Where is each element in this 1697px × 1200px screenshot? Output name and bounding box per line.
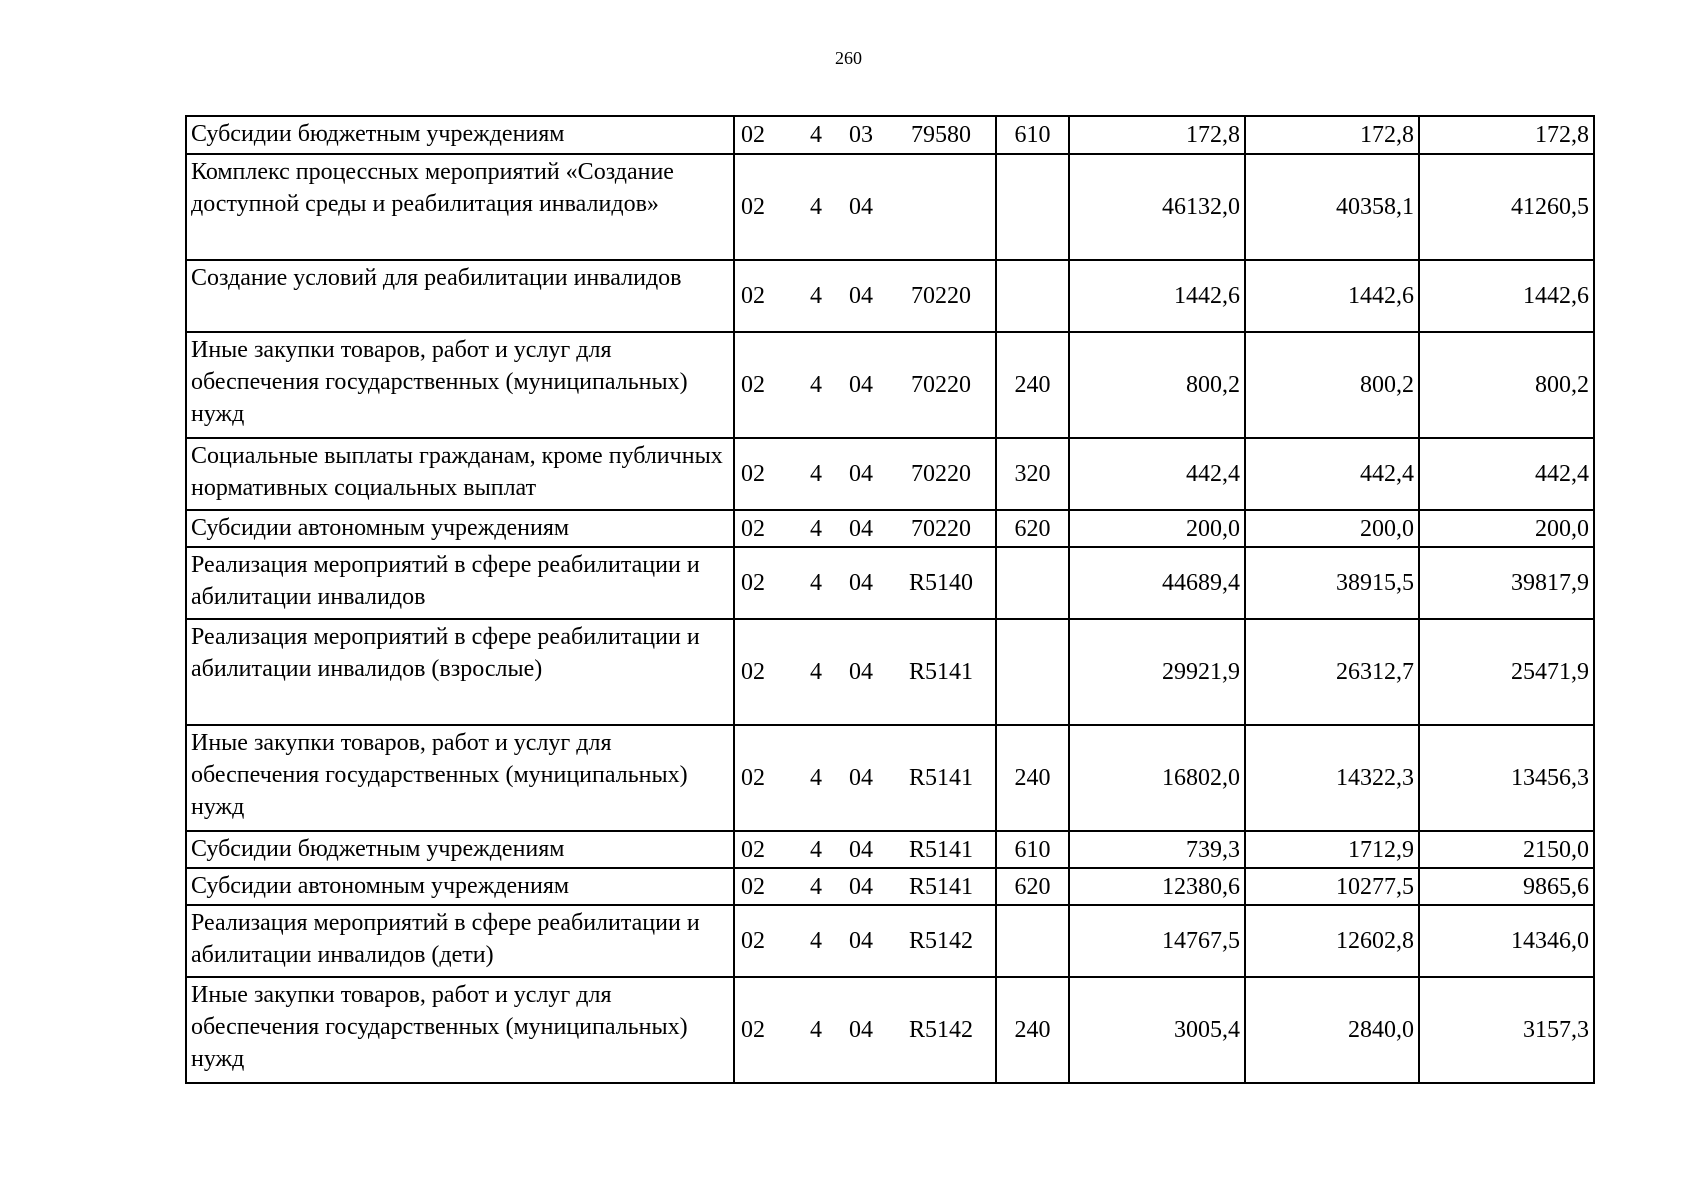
code-type: 4 xyxy=(810,836,822,863)
row-value-1: 29921,9 xyxy=(1069,619,1245,725)
row-name: Реализация мероприятий в сфере реабилитации и абилитации инвалидов (взрослые) xyxy=(186,619,734,725)
code-direction: R5141 xyxy=(908,659,973,685)
code-direction: R5141 xyxy=(908,873,973,900)
row-value-3: 172,8 xyxy=(1419,116,1594,154)
row-value-3: 25471,9 xyxy=(1419,619,1594,725)
code-type: 4 xyxy=(810,461,822,487)
table-row xyxy=(186,260,1594,332)
row-value-2: 172,8 xyxy=(1245,116,1419,154)
row-expense-type xyxy=(996,905,1069,977)
code-type: 4 xyxy=(810,283,822,309)
row-value-1: 16802,0 xyxy=(1069,725,1245,831)
table-row xyxy=(186,510,1594,547)
row-name: Комплекс процессных мероприятий «Создание доступной среды и реабилитация инвалидов» xyxy=(186,154,734,260)
code-complex: 04 xyxy=(849,873,873,900)
row-name: Иные закупки товаров, работ и услуг для обеспечения государственных (муниципальных) нужд xyxy=(186,725,734,831)
row-value-3: 41260,5 xyxy=(1419,154,1594,260)
row-value-2: 26312,7 xyxy=(1245,619,1419,725)
row-codes xyxy=(734,332,996,438)
row-value-1: 739,3 xyxy=(1069,831,1245,868)
code-direction: 79580 xyxy=(911,122,971,148)
code-complex: 04 xyxy=(849,372,873,398)
code-type: 4 xyxy=(810,372,822,398)
code-direction: 70220 xyxy=(911,372,971,398)
code-program: 02 xyxy=(741,372,765,398)
row-expense-type: 620 xyxy=(996,868,1069,905)
table-row xyxy=(186,905,1594,977)
row-value-1: 3005,4 xyxy=(1069,977,1245,1083)
row-expense-type: 610 xyxy=(996,116,1069,154)
row-value-1: 172,8 xyxy=(1069,116,1245,154)
row-value-1: 200,0 xyxy=(1069,510,1245,547)
code-type: 4 xyxy=(810,1017,822,1043)
code-program: 02 xyxy=(741,659,765,685)
table-row xyxy=(186,977,1594,1083)
row-codes xyxy=(734,438,996,510)
row-expense-type: 240 xyxy=(996,332,1069,438)
code-program: 02 xyxy=(741,515,765,542)
table-row xyxy=(186,332,1594,438)
row-name: Создание условий для реабилитации инвалидов xyxy=(186,260,734,332)
row-value-1: 1442,6 xyxy=(1069,260,1245,332)
code-type: 4 xyxy=(810,873,822,900)
code-direction: 70220 xyxy=(911,515,971,542)
code-complex: 04 xyxy=(849,1017,873,1043)
row-name: Субсидии автономным учреждениям xyxy=(186,510,734,547)
code-type: 4 xyxy=(810,928,822,954)
row-codes xyxy=(734,154,996,260)
row-expense-type xyxy=(996,547,1069,619)
row-codes xyxy=(734,905,996,977)
code-type: 4 xyxy=(810,659,822,685)
row-expense-type xyxy=(996,619,1069,725)
row-value-3: 3157,3 xyxy=(1419,977,1594,1083)
row-value-1: 44689,4 xyxy=(1069,547,1245,619)
row-name: Реализация мероприятий в сфере реабилитации и абилитации инвалидов xyxy=(186,547,734,619)
code-complex: 04 xyxy=(849,659,873,685)
row-codes xyxy=(734,547,996,619)
page-number: 260 xyxy=(835,48,862,68)
row-value-1: 14767,5 xyxy=(1069,905,1245,977)
row-value-1: 46132,0 xyxy=(1069,154,1245,260)
table-row xyxy=(186,619,1594,725)
row-codes xyxy=(734,977,996,1083)
row-value-2: 10277,5 xyxy=(1245,868,1419,905)
table-row xyxy=(186,547,1594,619)
code-complex: 04 xyxy=(849,461,873,487)
code-direction: R5141 xyxy=(908,765,973,791)
row-expense-type xyxy=(996,154,1069,260)
row-name: Субсидии автономным учреждениям xyxy=(186,868,734,905)
code-type: 4 xyxy=(810,122,822,148)
row-expense-type: 320 xyxy=(996,438,1069,510)
code-complex: 03 xyxy=(849,122,873,148)
row-codes xyxy=(734,260,996,332)
row-value-3: 14346,0 xyxy=(1419,905,1594,977)
row-codes xyxy=(734,619,996,725)
code-program: 02 xyxy=(741,122,765,148)
row-name: Иные закупки товаров, работ и услуг для обеспечения государственных (муниципальных) нужд xyxy=(186,977,734,1083)
row-value-1: 12380,6 xyxy=(1069,868,1245,905)
code-complex: 04 xyxy=(849,283,873,309)
code-program: 02 xyxy=(741,1017,765,1043)
code-complex: 04 xyxy=(849,928,873,954)
row-codes xyxy=(734,868,996,905)
row-value-2: 1712,9 xyxy=(1245,831,1419,868)
table-row xyxy=(186,438,1594,510)
row-value-3: 1442,6 xyxy=(1419,260,1594,332)
table-row xyxy=(186,154,1594,260)
row-value-3: 800,2 xyxy=(1419,332,1594,438)
code-program: 02 xyxy=(741,873,765,900)
row-value-2: 200,0 xyxy=(1245,510,1419,547)
row-name: Реализация мероприятий в сфере реабилитации и абилитации инвалидов (дети) xyxy=(186,905,734,977)
row-codes xyxy=(734,116,996,154)
code-program: 02 xyxy=(741,461,765,487)
code-complex: 04 xyxy=(849,765,873,791)
table-row xyxy=(186,831,1594,868)
row-value-3: 13456,3 xyxy=(1419,725,1594,831)
table-row xyxy=(186,116,1594,154)
row-value-2: 442,4 xyxy=(1245,438,1419,510)
table-row xyxy=(186,725,1594,831)
row-value-3: 9865,6 xyxy=(1419,868,1594,905)
row-value-2: 1442,6 xyxy=(1245,260,1419,332)
code-complex: 04 xyxy=(849,515,873,542)
row-expense-type: 610 xyxy=(996,831,1069,868)
code-program: 02 xyxy=(741,928,765,954)
row-expense-type: 240 xyxy=(996,725,1069,831)
row-value-2: 2840,0 xyxy=(1245,977,1419,1083)
code-direction: R5142 xyxy=(908,1017,973,1043)
code-program: 02 xyxy=(741,765,765,791)
code-program: 02 xyxy=(741,570,765,596)
row-expense-type: 240 xyxy=(996,977,1069,1083)
row-value-2: 14322,3 xyxy=(1245,725,1419,831)
code-complex: 04 xyxy=(849,194,873,220)
row-name: Субсидии бюджетным учреждениям xyxy=(186,831,734,868)
code-type: 4 xyxy=(810,515,822,542)
row-name: Социальные выплаты гражданам, кроме публичных нормативных социальных выплат xyxy=(186,438,734,510)
row-value-1: 442,4 xyxy=(1069,438,1245,510)
code-type: 4 xyxy=(810,765,822,791)
row-codes xyxy=(734,725,996,831)
code-direction: 70220 xyxy=(911,283,971,309)
code-direction: R5140 xyxy=(908,570,973,596)
code-direction: R5142 xyxy=(908,928,973,954)
row-value-2: 38915,5 xyxy=(1245,547,1419,619)
code-type: 4 xyxy=(810,570,822,596)
budget-table xyxy=(185,115,1595,1084)
row-value-3: 200,0 xyxy=(1419,510,1594,547)
row-name: Иные закупки товаров, работ и услуг для обеспечения государственных (муниципальных) нужд xyxy=(186,332,734,438)
row-value-3: 442,4 xyxy=(1419,438,1594,510)
row-expense-type: 620 xyxy=(996,510,1069,547)
code-direction: R5141 xyxy=(908,836,973,863)
row-value-2: 800,2 xyxy=(1245,332,1419,438)
code-complex: 04 xyxy=(849,836,873,863)
row-value-2: 12602,8 xyxy=(1245,905,1419,977)
row-name: Субсидии бюджетным учреждениям xyxy=(186,116,734,154)
code-complex: 04 xyxy=(849,570,873,596)
row-value-3: 2150,0 xyxy=(1419,831,1594,868)
row-codes xyxy=(734,831,996,868)
code-program: 02 xyxy=(741,194,765,220)
code-program: 02 xyxy=(741,836,765,863)
code-program: 02 xyxy=(741,283,765,309)
row-value-2: 40358,1 xyxy=(1245,154,1419,260)
row-value-3: 39817,9 xyxy=(1419,547,1594,619)
code-direction: 70220 xyxy=(911,461,971,487)
row-expense-type xyxy=(996,260,1069,332)
code-type: 4 xyxy=(810,194,822,220)
row-codes xyxy=(734,510,996,547)
table-row xyxy=(186,868,1594,905)
row-value-1: 800,2 xyxy=(1069,332,1245,438)
